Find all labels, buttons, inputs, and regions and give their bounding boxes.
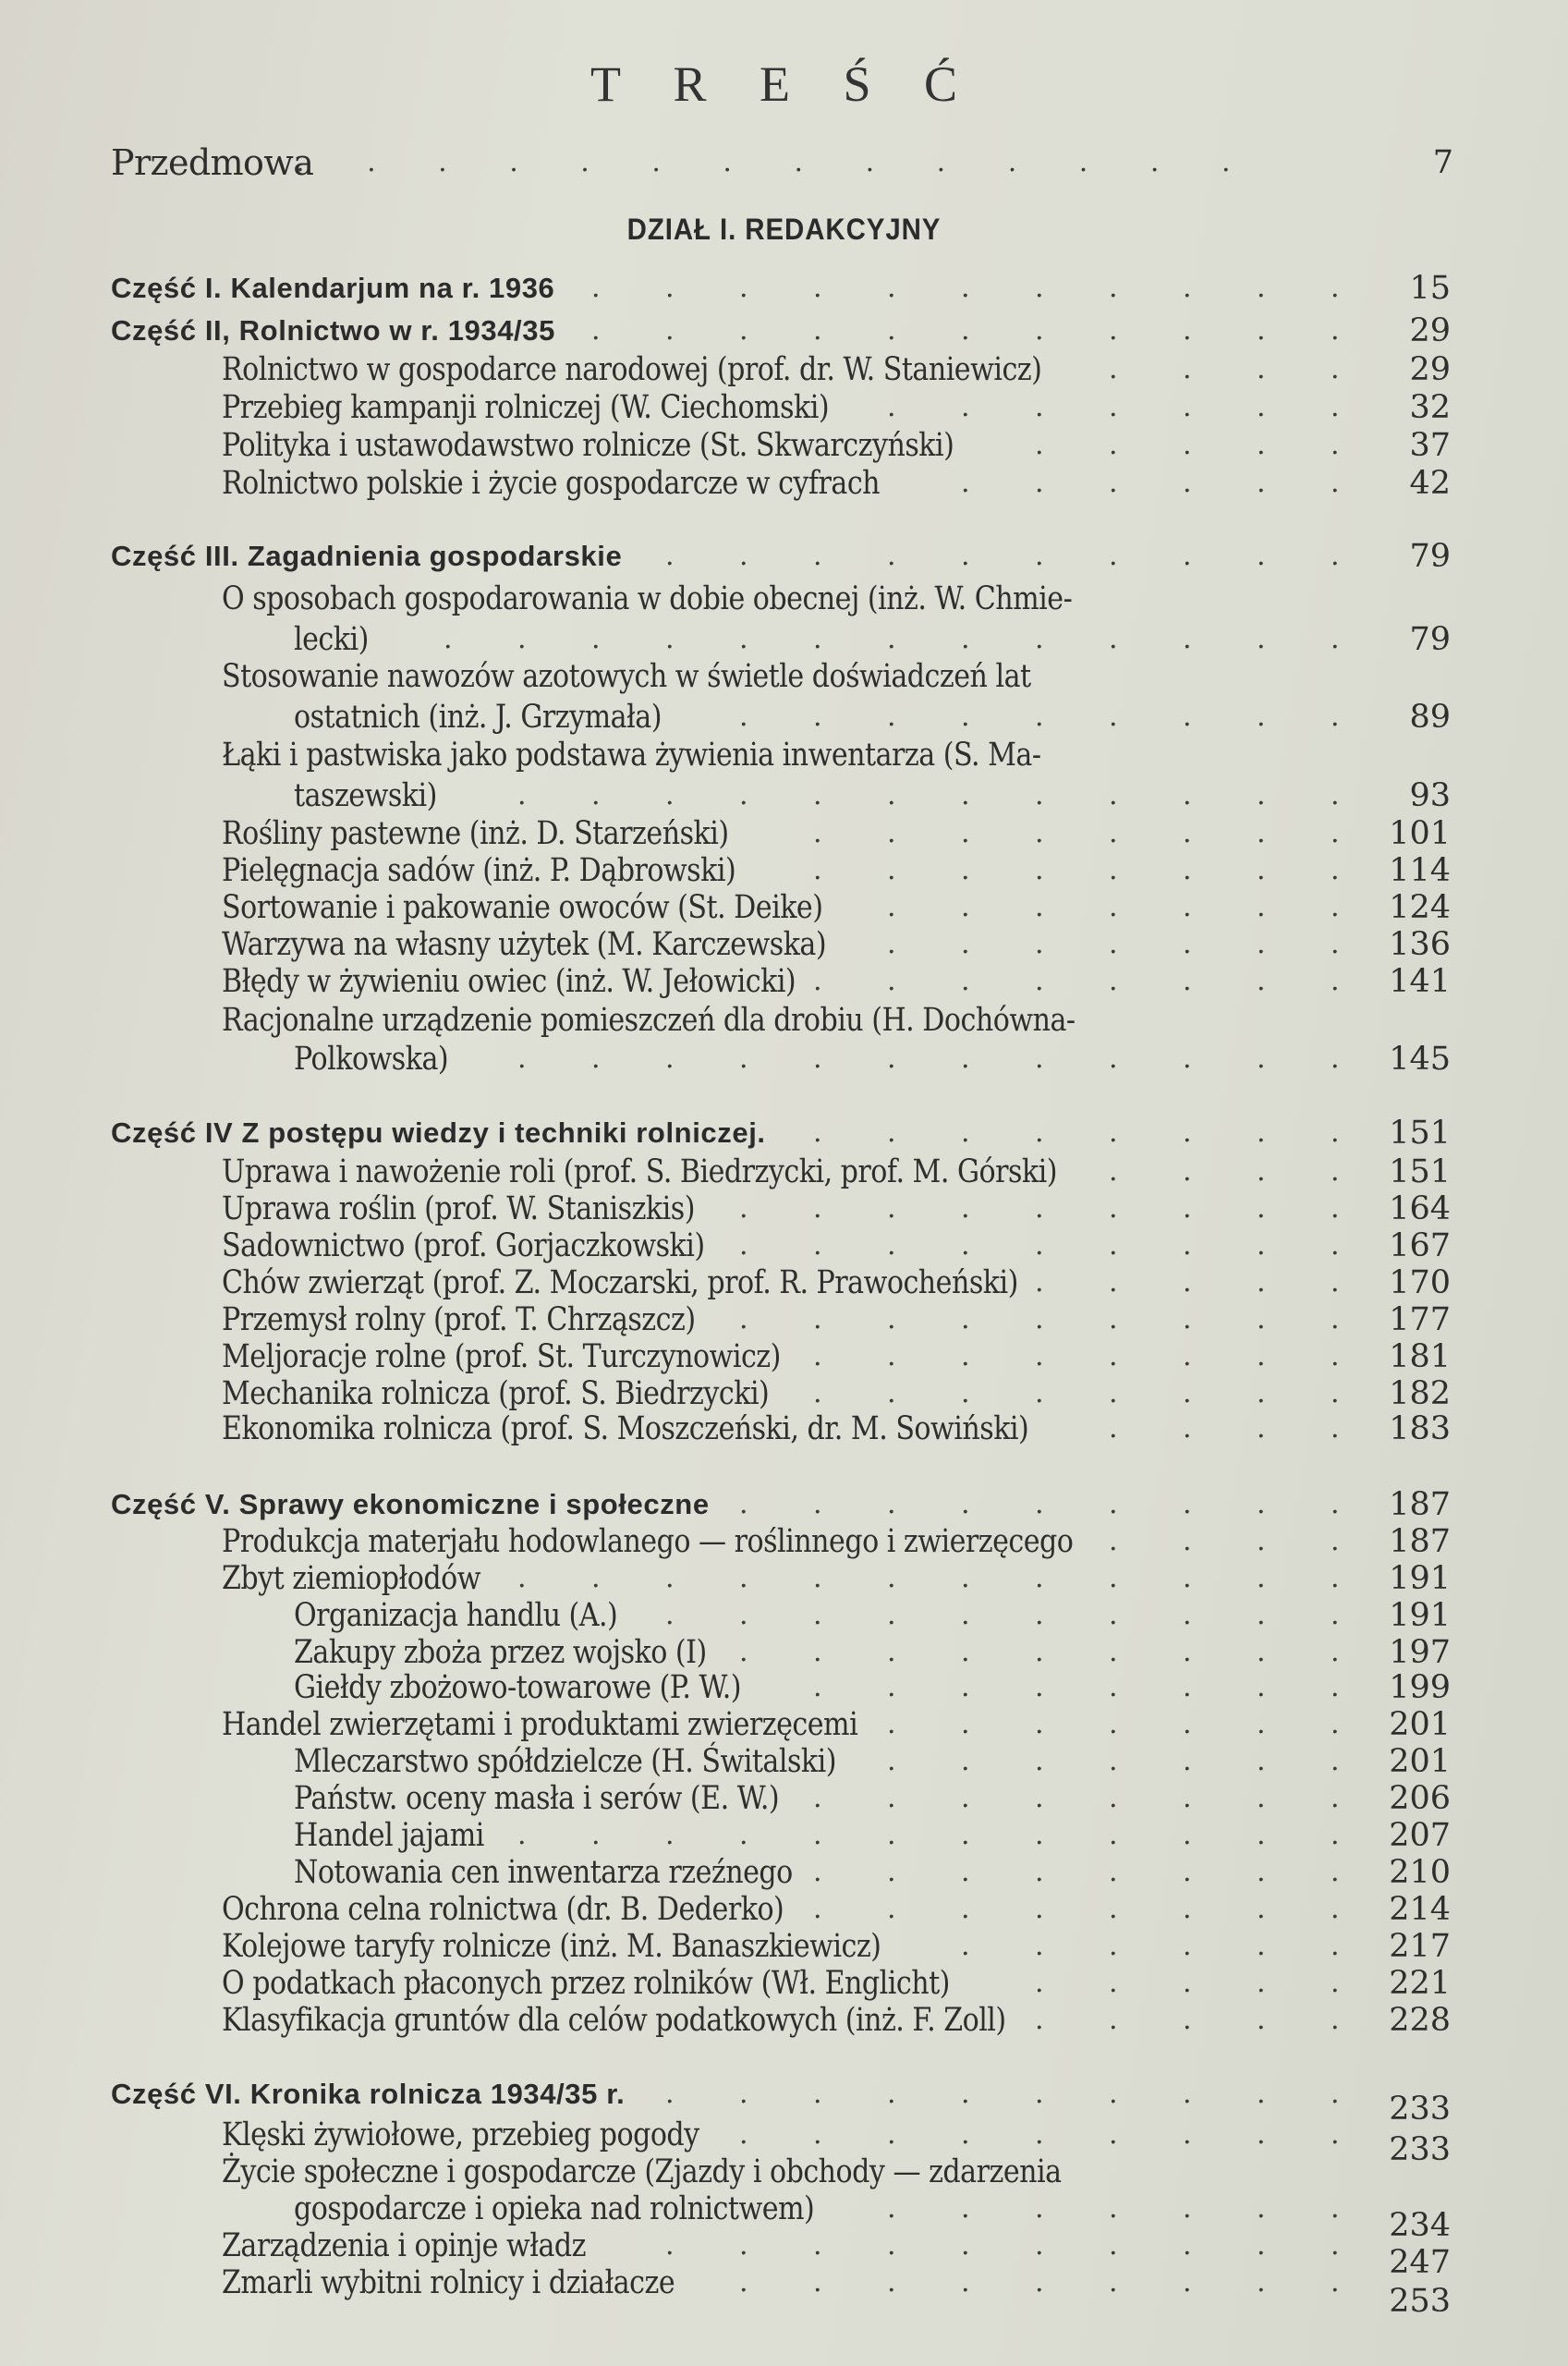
toc-entry-page: 233 bbox=[1389, 2131, 1451, 2168]
toc-entry-label: Mechanika rolnicza (prof. S. Biedrzycki) bbox=[222, 1375, 770, 1412]
toc-entry-page: 151 bbox=[1389, 1153, 1451, 1190]
toc-entry-page: 228 bbox=[1389, 2002, 1451, 2039]
toc-entry bbox=[0, 580, 1568, 621]
toc-entry-label: Rolnictwo polskie i życie gospodarcze w cyfrach bbox=[222, 465, 881, 502]
toc-entry-label: Warzywa na własny użytek (M. Karczewska) bbox=[222, 926, 827, 963]
toc-entry-label: Kolejowe taryfy rolnicze (inż. M. Banaszkiewicz) bbox=[222, 1928, 881, 1965]
toc-entry-label: Chów zwierząt (prof. Z. Moczarski, prof. R. Prawocheński) bbox=[222, 1264, 1018, 1301]
toc-entry-label: Zarządzenia i opinje władz bbox=[222, 2227, 587, 2264]
toc-entry: Meljoracje rolne (prof. St. Turczynowicz) . . . . . . . . 181 bbox=[222, 1338, 1451, 1375]
toc-entry: Zarządzenia i opinje władz . . . . . . . . . . 247 bbox=[222, 2227, 1451, 2281]
toc-entry-page: 114 bbox=[1389, 852, 1451, 889]
toc-entry: Ochrona celna rolnictwa (dr. B. Dederko) . . . . . . . . 214 bbox=[222, 1891, 1451, 1928]
toc-entry-label: Pielęgnacja sadów (inż. P. Dąbrowski) bbox=[222, 852, 736, 889]
toc-entry: Notowania cen inwentarza rzeźnego . . . . . . . . 210 bbox=[294, 1854, 1451, 1891]
toc-entry: O podatkach płaconych przez rolników (Wł. Englicht) . . . . . 221 bbox=[222, 1965, 1451, 2002]
toc-entry-page: 210 bbox=[1389, 1854, 1451, 1891]
toc-entry-label: Część III. Zagadnienia gospodarskie bbox=[111, 540, 623, 572]
toc-entry: Produkcja materjału hodowlanego — roślinnego i zwierzęcego . . . . 187 bbox=[222, 1523, 1451, 1560]
toc-entry-page: 141 bbox=[1389, 963, 1451, 1000]
toc-entry-page: 191 bbox=[1389, 1560, 1451, 1597]
toc-entry-label: Państw. oceny masła i serów (E. W.) bbox=[294, 1780, 780, 1817]
toc-entry: gospodarcze i opieka nad rolnictwem) . . . . . . . 234 bbox=[294, 2190, 1451, 2244]
toc-entry-page: 177 bbox=[1389, 1301, 1451, 1338]
leader-dots: . . . . . . . . . . . . . . bbox=[296, 146, 1231, 178]
toc-entry-label: Klasyfikacja gruntów dla celów podatkowych (inż. F. Zoll) bbox=[222, 2002, 1006, 2039]
toc-entry-label: Część V. Sprawy ekonomiczne i społeczne bbox=[111, 1488, 710, 1520]
toc-entry-page: 201 bbox=[1389, 1706, 1451, 1743]
toc-entry: Pielęgnacja sadów (inż. P. Dąbrowski) . . . . . . . . 114 bbox=[222, 852, 1451, 889]
toc-entry: Handel jajami . . . . . . . . . . . . 207 bbox=[294, 1817, 1451, 1854]
toc-entry-label: Giełdy zbożowo-towarowe (P. W.) bbox=[294, 1669, 741, 1706]
toc-entry: Chów zwierząt (prof. Z. Moczarski, prof. R. Prawocheński) . . . . . 170 bbox=[222, 1264, 1451, 1301]
toc-entry-page: 101 bbox=[1389, 815, 1451, 852]
toc-entry-page: 187 bbox=[1389, 1486, 1451, 1523]
toc-entry-page: 136 bbox=[1389, 926, 1451, 963]
toc-entry: Zmarli wybitni rolnicy i działacze . . . . . . . . . 253 bbox=[222, 2264, 1451, 2320]
toc-part-heading: Część IV Z postępu wiedzy i techniki rolniczej. . . . . . . . . 151 bbox=[111, 1115, 1451, 1152]
toc-entry: Organizacja handlu (A.) . . . . . . . . . . 191 bbox=[294, 1597, 1451, 1634]
toc-entry-page: 79 bbox=[1409, 621, 1451, 658]
toc-entry-label: Polkowska) bbox=[294, 1041, 449, 1078]
toc-entry-label: Część I. Kalendarjum na r. 1936 bbox=[111, 272, 555, 304]
toc-entry-label: Klęski żywiołowe, przebieg pogody bbox=[222, 2116, 699, 2153]
toc-entry: lecki) . . . . . . . . . . . . . 79 bbox=[294, 621, 1451, 658]
toc-entry-page: 93 bbox=[1409, 777, 1451, 814]
toc-entry-label: Ochrona celna rolnictwa (dr. B. Dederko) bbox=[222, 1891, 784, 1928]
toc-entry-page: 234 bbox=[1389, 2207, 1451, 2244]
toc-entry: ostatnich (inż. J. Grzymała) . . . . . . . . . 89 bbox=[294, 699, 1451, 736]
toc-entry-label: gospodarcze i opieka nad rolnictwem) bbox=[294, 2190, 815, 2227]
toc-entry-label: Zbyt ziemiopłodów bbox=[222, 1560, 480, 1597]
toc-part-heading: Część II, Rolnictwo w r. 1934/35 . . . . . . . . . . . 29 bbox=[111, 312, 1451, 349]
toc-entry-page: 15 bbox=[1409, 270, 1451, 307]
toc-entry: Warzywa na własny użytek (M. Karczewska) . . . . . . . 136 bbox=[222, 926, 1451, 963]
toc-entry: Rolnictwo polskie i życie gospodarcze w cyfrach . . . . . . 42 bbox=[222, 465, 1451, 502]
toc-entry-label: Mleczarstwo spółdzielcze (H. Świtalski) bbox=[294, 1743, 836, 1780]
toc-entry-page: 164 bbox=[1389, 1190, 1451, 1227]
toc-entry: taszewski) . . . . . . . . . . . . 93 bbox=[294, 777, 1451, 814]
toc-entry-label: taszewski) bbox=[294, 777, 437, 814]
toc-part-heading: Część I. Kalendarjum na r. 1936 . . . . . . . . . . . 15 bbox=[111, 270, 1451, 307]
toc-entry-label: Zakupy zboża przez wojsko (I) bbox=[294, 1634, 707, 1671]
toc-entry-page: 217 bbox=[1389, 1928, 1451, 1965]
toc-entry-label: Handel jajami bbox=[294, 1817, 484, 1854]
toc-entry-page: 182 bbox=[1389, 1375, 1451, 1412]
toc-entry: Błędy w żywieniu owiec (inż. W. Jełowicki) . . . . . . . . 141 bbox=[222, 963, 1451, 1000]
toc-entry-page: 207 bbox=[1389, 1817, 1451, 1854]
toc-entry-label: Część II, Rolnictwo w r. 1934/35 bbox=[111, 314, 555, 347]
toc-entry bbox=[0, 737, 1568, 777]
toc-entry: Przebieg kampanji rolniczej (W. Ciechomski) . . . . . . . 32 bbox=[222, 389, 1451, 426]
toc-entry-label: Notowania cen inwentarza rzeźnego bbox=[294, 1854, 793, 1891]
toc-entry-page: 221 bbox=[1389, 1965, 1451, 2002]
toc-entry: Mechanika rolnicza (prof. S. Biedrzycki) . . . . . . . . 182 bbox=[222, 1375, 1451, 1412]
toc-entry: Giełdy zbożowo-towarowe (P. W.) . . . . . . . . 199 bbox=[294, 1669, 1451, 1706]
toc-part-heading: Część V. Sprawy ekonomiczne i społeczne . . . . . . . . . 187 bbox=[111, 1486, 1451, 1523]
toc-entry-page: 181 bbox=[1389, 1338, 1451, 1375]
toc-part-heading: Część VI. Kronika rolnicza 1934/35 r. . . . . . . . . . . 233 bbox=[111, 2078, 1451, 2128]
toc-entry-label: Rośliny pastewne (inż. D. Starzeński) bbox=[222, 815, 729, 852]
toc-entry-page: 199 bbox=[1389, 1669, 1451, 1706]
toc-entry-page: 29 bbox=[1409, 312, 1451, 349]
toc-entry-label: Życie społeczne i gospodarcze (Zjazdy i obchody — zdarzenia bbox=[222, 2153, 1062, 2190]
toc-entry-page: 37 bbox=[1409, 427, 1451, 464]
toc-entry-label: Część IV Z postępu wiedzy i techniki rolniczej. bbox=[111, 1116, 766, 1149]
toc-entry-label: Błędy w żywieniu owiec (inż. W. Jełowicki) bbox=[222, 963, 796, 1000]
toc-entry: Uprawa roślin (prof. W. Staniszkis) . . . . . . . . . 164 bbox=[222, 1190, 1451, 1227]
toc-entry-label: Racjonalne urządzenie pomieszczeń dla drobiu (H. Dochówna- bbox=[222, 1002, 1076, 1039]
toc-entry-label: Produkcja materjału hodowlanego — roślinnego i zwierzęcego bbox=[222, 1523, 1074, 1560]
toc-entry: Rośliny pastewne (inż. D. Starzeński) . . . . . . . . 101 bbox=[222, 815, 1451, 852]
toc-entry-page: 191 bbox=[1389, 1597, 1451, 1634]
toc-entry-label: Przebieg kampanji rolniczej (W. Ciechomski) bbox=[222, 389, 830, 426]
toc-entry-label: ostatnich (inż. J. Grzymała) bbox=[294, 699, 662, 736]
toc-entry-page: 197 bbox=[1389, 1634, 1451, 1671]
toc-entry-page: 187 bbox=[1389, 1523, 1451, 1560]
toc-entry-preface bbox=[0, 144, 1568, 185]
toc-entry: Polityka i ustawodawstwo rolnicze (St. Skwarczyński) . . . . . 37 bbox=[222, 427, 1451, 464]
toc-entry-label: O sposobach gospodarowania w dobie obecnej (inż. W. Chmie- bbox=[222, 580, 1073, 617]
toc-entry-label: Meljoracje rolne (prof. St. Turczynowicz) bbox=[222, 1338, 781, 1375]
toc-entry-label: Rolnictwo w gospodarce narodowej (prof. dr. W. Staniewicz) bbox=[222, 351, 1042, 388]
toc-entry-page: 151 bbox=[1389, 1115, 1451, 1152]
toc-entry-page: 89 bbox=[1409, 699, 1451, 736]
toc-entry-page: 29 bbox=[1409, 351, 1451, 388]
division-heading: DZIAŁ I. REDAKCYJNY bbox=[626, 213, 942, 246]
toc-entry-label: Polityka i ustawodawstwo rolnicze (St. Skwarczyński) bbox=[222, 427, 954, 464]
toc-entry-label: O podatkach płaconych przez rolników (Wł. Englicht) bbox=[222, 1965, 950, 2002]
page-title: T R E Ś Ć bbox=[590, 56, 978, 112]
toc-entry: Klęski żywiołowe, przebieg pogody . . . . . . . . . 233 bbox=[222, 2116, 1451, 2168]
toc-entry-label: Stosowanie nawozów azotowych w świetle doświadczeń lat bbox=[222, 658, 1031, 695]
toc-entry-label: Przedmowa bbox=[111, 142, 314, 183]
toc-entry-page: 214 bbox=[1389, 1891, 1451, 1928]
toc-entry-page: 124 bbox=[1389, 889, 1451, 926]
toc-entry-page: 170 bbox=[1389, 1264, 1451, 1301]
toc-entry-label: Handel zwierzętami i produktami zwierzęcemi bbox=[222, 1706, 858, 1743]
toc-entry-page: 253 bbox=[1389, 2283, 1451, 2320]
toc-entry-page: 42 bbox=[1409, 465, 1451, 502]
toc-entry-page: 233 bbox=[1389, 2091, 1451, 2128]
toc-entry-page: 167 bbox=[1389, 1227, 1451, 1264]
toc-entry: Handel zwierzętami i produktami zwierzęcemi . . . . . . . 201 bbox=[222, 1706, 1451, 1743]
toc-entry-label: Organizacja handlu (A.) bbox=[294, 1597, 618, 1634]
toc-entry-page: 32 bbox=[1409, 389, 1451, 426]
toc-entry-label: Zmarli wybitni rolnicy i działacze bbox=[222, 2264, 675, 2301]
toc-entry: Polkowska) . . . . . . . . . . . . 145 bbox=[294, 1041, 1451, 1078]
toc-entry: Sadownictwo (prof. Gorjaczkowski) . . . . . . . . . 167 bbox=[222, 1227, 1451, 1264]
toc-entry: Sortowanie i pakowanie owoców (St. Deike) . . . . . . . 124 bbox=[222, 889, 1451, 926]
toc-entry-page: 206 bbox=[1389, 1780, 1451, 1817]
toc-entry: Zakupy zboża przez wojsko (I) . . . . . . . . . 197 bbox=[294, 1634, 1451, 1671]
toc-entry-page: 247 bbox=[1389, 2244, 1451, 2281]
toc-entry: Mleczarstwo spółdzielcze (H. Świtalski) . . . . . . . 201 bbox=[294, 1743, 1451, 1780]
toc-entry-label: Sortowanie i pakowanie owoców (St. Deike) bbox=[222, 889, 823, 926]
toc-entry-page: 7 bbox=[1432, 144, 1453, 181]
toc-entry-label: Uprawa roślin (prof. W. Staniszkis) bbox=[222, 1190, 695, 1227]
toc-entry-label: Część VI. Kronika rolnicza 1934/35 r. bbox=[111, 2078, 626, 2110]
toc-entry: Ekonomika rolnicza (prof. S. Moszczeński, dr. M. Sowiński) . . . . 183 bbox=[222, 1410, 1451, 1447]
toc-entry-label: Przemysł rolny (prof. T. Chrząszcz) bbox=[222, 1301, 696, 1338]
toc-entry bbox=[0, 2153, 1568, 2194]
toc-entry-label: Uprawa i nawożenie roli (prof. S. Biedrzycki, prof. M. Górski) bbox=[222, 1153, 1057, 1190]
toc-entry: Przemysł rolny (prof. T. Chrząszcz) . . . . . . . . . 177 bbox=[222, 1301, 1451, 1338]
toc-entry bbox=[0, 1002, 1568, 1043]
toc-entry-label: Sadownictwo (prof. Gorjaczkowski) bbox=[222, 1227, 705, 1264]
toc-entry: Klasyfikacja gruntów dla celów podatkowych (inż. F. Zoll) . . . . . 228 bbox=[222, 2002, 1451, 2039]
toc-entry-page: 201 bbox=[1389, 1743, 1451, 1780]
toc-entry: Uprawa i nawożenie roli (prof. S. Biedrzycki, prof. M. Górski) . . . . 151 bbox=[222, 1153, 1451, 1190]
toc-entry bbox=[0, 658, 1568, 699]
toc-part-heading: Część III. Zagadnienia gospodarskie . . . . . . . . . . 79 bbox=[111, 538, 1451, 575]
toc-entry-page: 79 bbox=[1409, 538, 1451, 575]
toc-entry: Zbyt ziemiopłodów . . . . . . . . . . . . 191 bbox=[222, 1560, 1451, 1597]
toc-entry: Rolnictwo w gospodarce narodowej (prof. dr. W. Staniewicz) . . . . 29 bbox=[222, 351, 1451, 388]
toc-entry-label: Ekonomika rolnicza (prof. S. Moszczeński, dr. M. Sowiński) bbox=[222, 1410, 1029, 1447]
toc-entry-page: 183 bbox=[1389, 1410, 1451, 1447]
toc-entry-label: lecki) bbox=[294, 621, 369, 658]
toc-entry-label: Łąki i pastwiska jako podstawa żywienia inwentarza (S. Ma- bbox=[222, 737, 1041, 774]
toc-entry: Państw. oceny masła i serów (E. W.) . . . . . . . . 206 bbox=[294, 1780, 1451, 1817]
toc-entry-page: 145 bbox=[1389, 1041, 1451, 1078]
toc-entry: Kolejowe taryfy rolnicze (inż. M. Banaszkiewicz) . . . . . . 217 bbox=[222, 1928, 1451, 1965]
